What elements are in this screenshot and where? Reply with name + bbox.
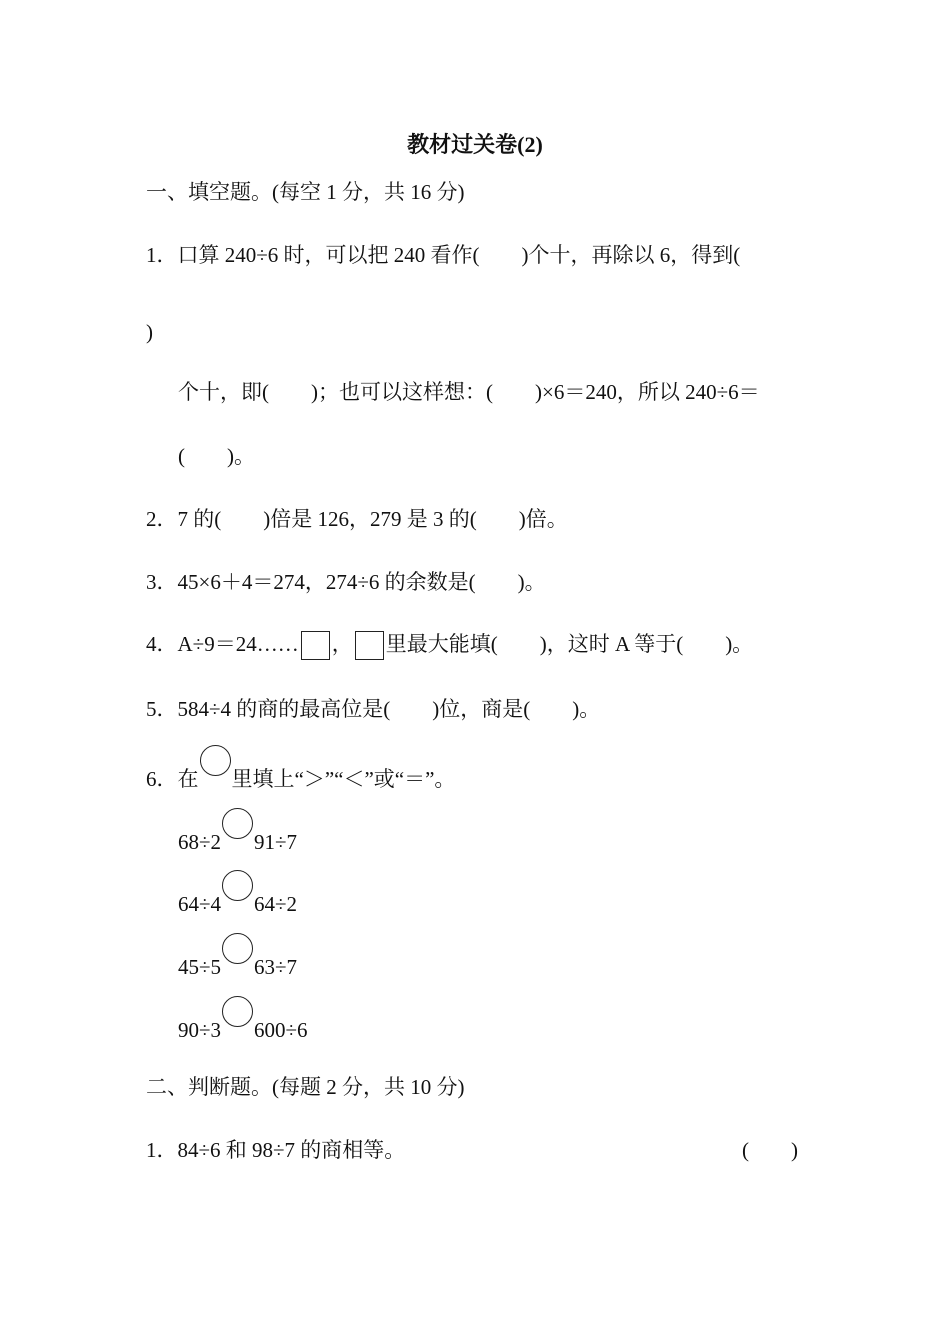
answer-box [301,631,330,660]
q6-part1: 6．在 [146,767,199,791]
comparison-right: 64÷2 [254,892,298,916]
q1-line2: ) [146,320,153,344]
comparison-left: 64÷4 [178,892,222,916]
q1-line3: 个十，即( )；也可以这样想：( )×6＝240，所以 240÷6＝ [178,380,760,404]
page-title: 教材过关卷(2) [407,132,543,157]
q1-line4: ( )。 [178,444,255,468]
comparison-circle-icon [200,745,231,776]
comparison-circle [222,996,253,1027]
q4-part1: 4．A÷9＝24…… [146,632,299,656]
comparison-item [178,1008,308,1044]
comparison-item [178,820,297,856]
q4-line [146,630,753,660]
section1-header: 一、填空题。(每空 1 分，共 16 分) [146,180,465,204]
judge-q1-text: 1．84÷6 和 98÷7 的商相等。 [146,1138,406,1162]
comparison-circle [222,870,253,901]
comparison-right: 600÷6 [254,1018,308,1042]
q6-instruction [146,757,455,793]
q4-part3: 里最大能填( )，这时 A 等于( )。 [385,632,754,656]
comparison-item [178,945,297,981]
comparison-item [178,882,297,918]
q3-text: 3．45×6＋4＝274，274÷6 的余数是( )。 [146,570,546,594]
comparison-circle [222,933,253,964]
comparison-left: 68÷2 [178,830,222,854]
answer-box-reference [355,631,384,660]
comparison-right: 91÷7 [254,830,298,854]
judge-q1-answer-paren: ( ) [742,1138,798,1162]
q1-line1: 1．口算 240÷6 时，可以把 240 看作( )个十，再除以 6，得到( [146,243,741,267]
section2-header: 二、判断题。(每题 2 分，共 10 分) [146,1075,465,1099]
q2-text: 2．7 的( )倍是 126，279 是 3 的( )倍。 [146,507,568,531]
q5-text: 5．584÷4 的商的最高位是( )位，商是( )。 [146,697,601,721]
comparison-right: 63÷7 [254,955,298,979]
comparison-left: 45÷5 [178,955,222,979]
comparison-circle [222,808,253,839]
comparison-left: 90÷3 [178,1018,222,1042]
q4-part2: ， [331,632,353,656]
q6-part2: 里填上“＞”“＜”或“＝”。 [231,767,456,791]
